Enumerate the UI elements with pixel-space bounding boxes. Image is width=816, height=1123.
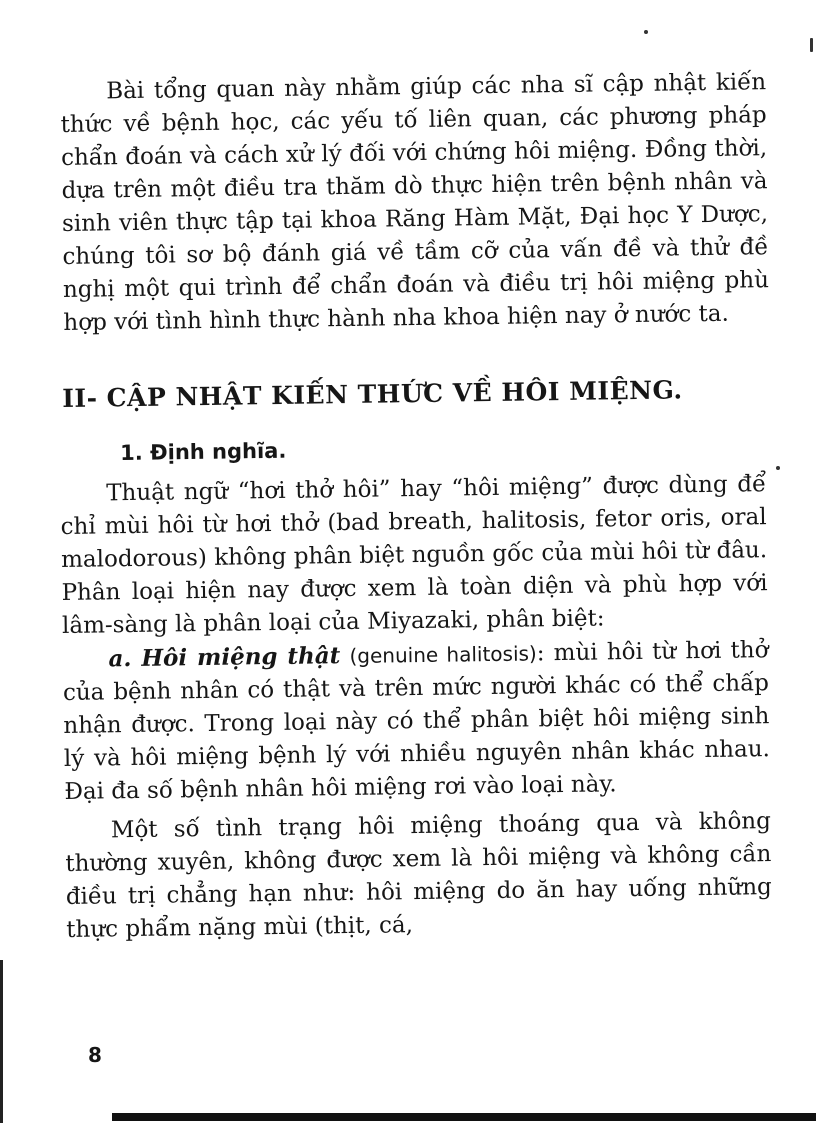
- transient-paragraph: Một số tình trạng hôi miệng thoáng qua và không thường xuyên, không được xem là hôi miệng và không cần điều trị chẳng hạn như: hôi miệng do ăn hay uống những thực phẩm nặng mùi (thịt, cá,: [65, 808, 772, 943]
- genuine-english-term: (genuine halitosis): [349, 641, 537, 668]
- page-number: 8: [88, 1043, 102, 1067]
- left-edge-rule: [0, 960, 3, 1123]
- section-heading: II- CẬP NHẬT KIẾN THỨC VỀ HÔI MIỆNG.: [62, 375, 683, 413]
- intro-paragraph: Bài tổng quan này nhằm giúp các nha sĩ cập nhật kiến thức về bệnh học, các yếu tố liên quan, các phương pháp chẩn đoán và cách xử lý đối với chứng hôi miệng. Đồng thời, dựa trên một điều tra thăm dò thực hiện trên bệnh nhân và sinh viên thực tập tại khoa Răng Hàm Mặt, Đại học Y Dược, chúng tôi sơ bộ đánh giá về tầm cỡ của vấn đề và thử đề nghị một qui trình để chẩn đoán và điều trị hôi miệng phù hợp với tình hình thực hành nha khoa hiện nay ở nước ta.: [60, 69, 770, 336]
- scan-speck: [776, 466, 780, 470]
- subsection-heading: 1. Định nghĩa.: [120, 438, 287, 465]
- bottom-edge-rule: [112, 1113, 816, 1121]
- scan-speck: [644, 30, 648, 34]
- genuine-term: a. Hôi miệng thật: [108, 642, 341, 673]
- definition-block: [60, 468, 772, 947]
- intro-paragraph-block: [60, 66, 770, 340]
- genuine-halitosis-paragraph: [62, 633, 770, 809]
- definition-paragraph: Thuật ngữ “hơi thở hôi” hay “hôi miệng” được dùng để chỉ mùi hôi từ hơi thở (bad breath, halitosis, fetor oris, oral malodorous) không phân biệt nguồn gốc của mùi hôi từ đâu. Phân loại hiện nay được xem là toàn diện và phù hợp với lâm-sàng là phân loại của Miyazaki, phân biệt:: [60, 471, 768, 639]
- scan-speck: [810, 38, 813, 52]
- genuine-description: : mùi hôi từ hơi thở của bệnh nhân có thật và trên mức người khác có thể chấp nhận được. Trong loại này có thể phân biệt hôi miệng sinh lý và hôi miệng bệnh lý với nhiều nguyên nhân khác nhau. Đại đa số bệnh nhân hôi miệng rơi vào loại này.: [62, 637, 771, 805]
